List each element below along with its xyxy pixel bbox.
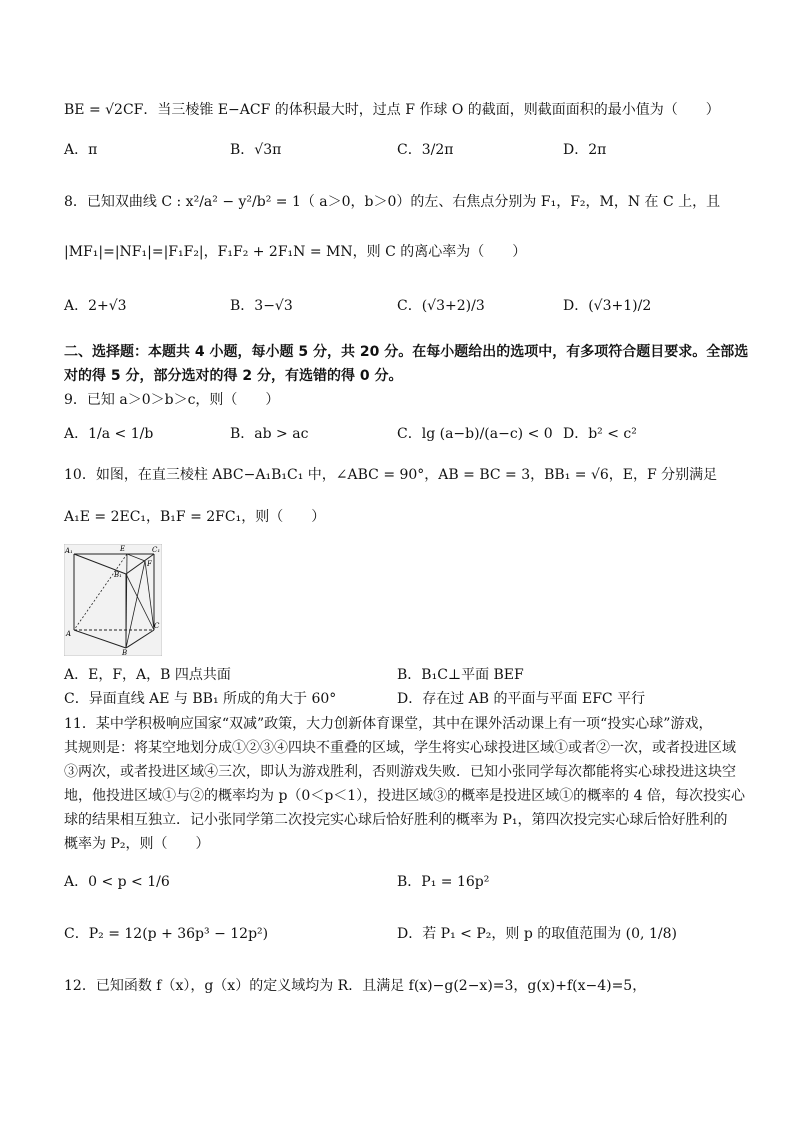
- q11-option-d: D．若 P₁ < P₂，则 p 的取值范围为 (0, 1/8): [397, 926, 677, 942]
- q10-option-d: D．存在过 AB 的平面与平面 EFC 平行: [397, 691, 646, 707]
- q8-option-c: C．(√3+2)/3: [397, 298, 485, 314]
- q7-option-b: B．√3π: [230, 142, 282, 158]
- label-c: C: [154, 622, 160, 630]
- label-a1: A₁: [65, 547, 73, 555]
- q10-option-a: A．E，F，A，B 四点共面: [64, 667, 231, 683]
- prism-diagram: [64, 544, 162, 656]
- label-f: F: [147, 560, 152, 568]
- label-b: B: [122, 649, 128, 656]
- q9-option-c: C．lg (a−b)/(a−c) < 0: [397, 426, 553, 442]
- label-c1: C₁: [152, 546, 161, 554]
- q9-option-d: D．b² < c²: [563, 426, 637, 442]
- q7-stem: BE = √2CF．当三棱锥 E−ACF 的体积最大时，过点 F 作球 O 的截面，则截面面积的最小值为（ ）: [64, 102, 720, 118]
- q12-stem: 12．已知函数 f（x），g（x）的定义域均为 R．且满足 f(x)−g(2−x)=3，g(x)+f(x−4)=5，: [64, 978, 647, 994]
- label-b1: B₁: [114, 571, 122, 579]
- q11-option-c: C．P₂ = 12(p + 36p³ − 12p²): [64, 926, 269, 942]
- q7-option-d: D．2π: [563, 142, 607, 158]
- q11-line3: ③两次，或者投进区域④三次，即认为游戏胜利，否则游戏失败．已知小张同学每次都能将实心球投进这块空: [64, 764, 736, 780]
- q11-line2: 其规则是：将某空地划分成①②③④四块不重叠的区域，学生将实心球投进区域①或者②一次，或者投进区域: [64, 740, 736, 756]
- section2-line2: 对的得 5 分，部分选对的得 2 分，有选错的得 0 分。: [64, 368, 403, 384]
- q11-line4: 地，他投进区域①与②的概率均为 p（0＜p＜1），投进区域③的概率是投进区域①的概率的 4 倍，每次投实心: [64, 788, 745, 804]
- q11-line5: 球的结果相互独立．记小张同学第二次投完实心球后恰好胜利的概率为 P₁，第四次投完实心球后恰好胜利的: [64, 812, 728, 828]
- q11-option-a: A．0 < p < 1/6: [64, 874, 170, 890]
- q10-option-b: B．B₁C⊥平面 BEF: [397, 667, 524, 683]
- q9-stem: 9．已知 a＞0＞b＞c，则（ ）: [64, 392, 280, 408]
- q8-option-d: D．(√3+1)/2: [563, 298, 652, 314]
- label-a: A: [66, 630, 72, 638]
- section2-line1: 二、选择题：本题共 4 小题，每小题 5 分，共 20 分。在每小题给出的选项中，有多项符合题目要求。全部选: [64, 344, 749, 360]
- q9-option-a: A．1/a < 1/b: [64, 426, 154, 442]
- q7-option-c: C．3/2π: [397, 142, 454, 158]
- q10-option-c: C．异面直线 AE 与 BB₁ 所成的角大于 60°: [64, 691, 337, 707]
- q10-stem-line2: A₁E = 2EC₁，B₁F = 2FC₁，则（ ）: [64, 509, 326, 525]
- q11-line6: 概率为 P₂，则（ ）: [64, 836, 210, 852]
- q7-option-a: A．π: [64, 142, 98, 158]
- q8-option-a: A．2+√3: [64, 298, 127, 314]
- q10-stem-line1: 10．如图，在直三棱柱 ABC−A₁B₁C₁ 中，∠ABC = 90°，AB = BC = 3，BB₁ = √6，E，F 分别满足: [64, 467, 718, 483]
- q11-option-b: B．P₁ = 16p²: [397, 874, 490, 890]
- label-e: E: [120, 545, 126, 553]
- prism-figure: [64, 544, 162, 656]
- q9-option-b: B．ab > ac: [230, 426, 309, 442]
- q8-stem-line1: 8．已知双曲线 C : x²/a² − y²/b² = 1（ a＞0，b＞0）的左、右焦点分别为 F₁，F₂，M，N 在 C 上，且: [64, 194, 721, 210]
- q11-line1: 11．某中学积极响应国家“双减”政策，大力创新体育课堂，其中在课外活动课上有一项“投实心球”游戏，: [64, 716, 713, 732]
- q8-stem-line2: |MF₁|=|NF₁|=|F₁F₂|，F₁F₂ + 2F₁N = MN，则 C 的离心率为（ ）: [64, 244, 527, 260]
- q8-option-b: B．3−√3: [230, 298, 293, 314]
